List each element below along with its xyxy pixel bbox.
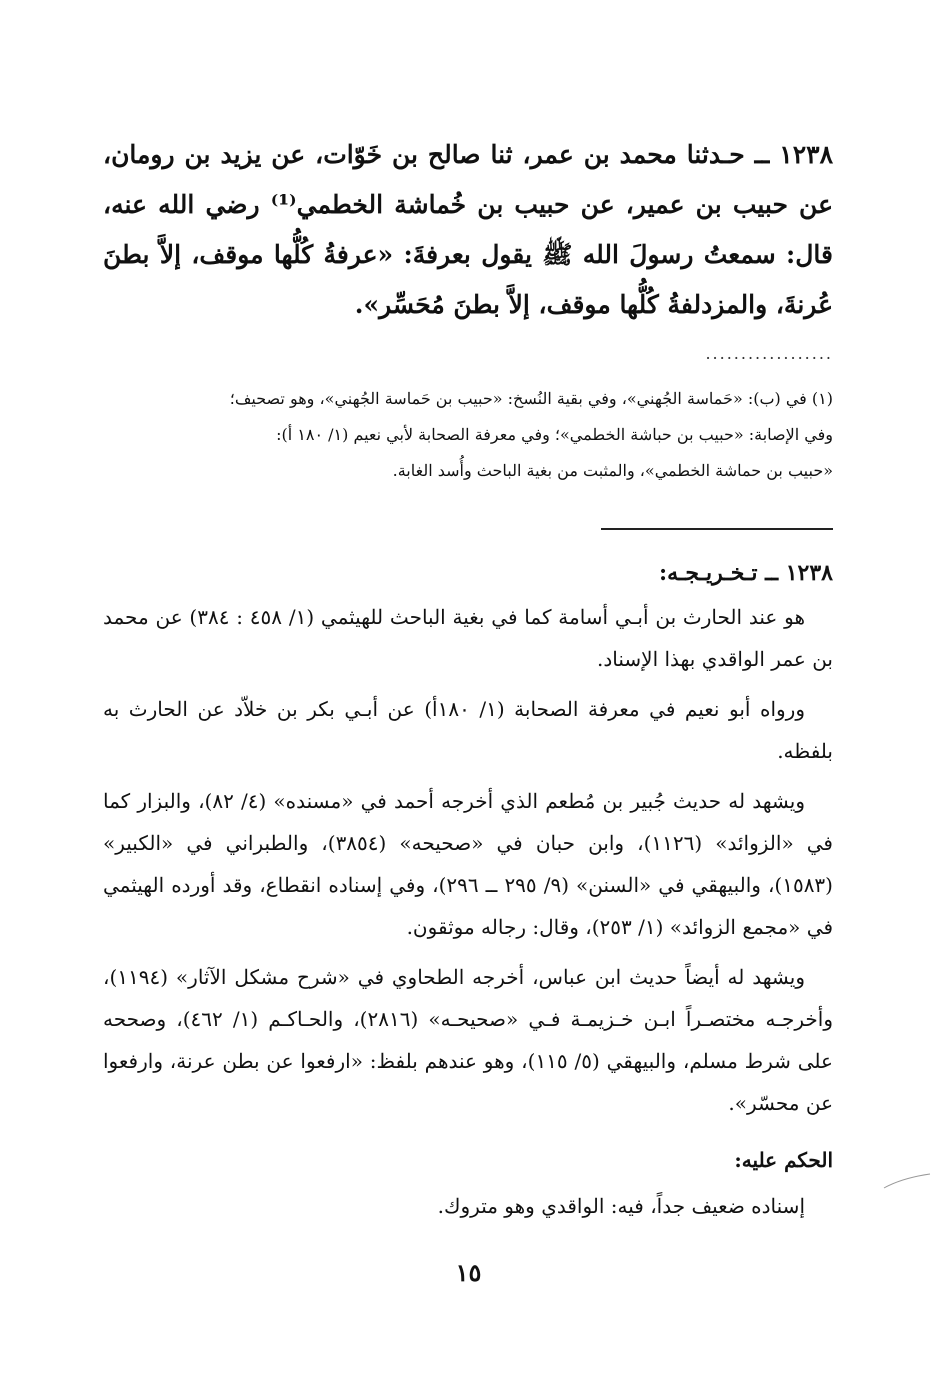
takhrij-paragraph: ويشهد له أيضاً حديث ابن عباس، أخرجه الطحاوي في «شرح مشكل الآثار» (١١٩٤)، وأخرجـه مختصـراً ابـن خـزيمـة فـي «صحيحـه» (٢٨١٦)، والحـاكـم (١/ ٤٦٢)، وصححه على شرط مسلم، والبيهقي (٥/ ١١٥)، وهو عندهم بلفظ: «ارفعوا عن بطن عرنة، وارفعوا عن محسّر». xyxy=(103,965,834,1115)
takhrij-paragraph: هو عند الحارث بن أبـي أسامة كما في بغية الباحث للهيثمي (١/ ٤٥٨ : ٣٨٤) عن محمد بن عمر الواقدي بهذا الإسناد. xyxy=(103,605,833,671)
hukm-heading: الحكم عليه: xyxy=(734,1148,833,1172)
takhrij-heading: ١٢٣٨ ــ تـخـريـجـه: xyxy=(659,560,833,586)
takhrij-paragraph: ورواه أبو نعيم في معرفة الصحابة (١/ ١٨٠أ) عن أبـي بكر بن خلاّد عن الحارث به بلفظه. xyxy=(103,697,833,763)
footnote-dotted-separator: .................. xyxy=(705,344,833,362)
takhrij-section xyxy=(103,596,833,1132)
page-number: ١٥ xyxy=(455,1258,482,1287)
footnote-line: وفي الإصابة: «حبيب بن حباشة الخطمي»؛ وفي معرفة الصحابة لأبي نعيم (١/ ١٨٠ أ): xyxy=(276,425,833,444)
hadith-text xyxy=(103,130,833,330)
hadith-paragraph: ١٢٣٨ ــ حـدثنا محمد بن عمر، ثنا صالح بن خَوّات، عن يزيد بن رومان، عن حبيب بن عمير، عن حبيب بن خُماشة الخطمي⁽¹⁾ رضي الله عنه، قال: سمعتُ رسولَ الله ﷺ يقول بعرفةَ: «عرفةُ كُلُّها موقف، إلاَّ بطنَ عُرنةَ، والمزدلفةُ كُلُّها موقف، إلاَّ بطنَ مُحَسِّر». xyxy=(103,140,834,319)
section-divider xyxy=(601,528,833,530)
hukm-text: إسناده ضعيف جداً، فيه: الواقدي وهو متروك. xyxy=(437,1194,805,1218)
footnote-line: «حبيب بن حماشة الخطمي»، والمثبت من بغية الباحث وأُسد الغابة. xyxy=(392,461,833,480)
scan-edge-mark xyxy=(882,1172,932,1192)
takhrij-paragraph: ويشهد له حديث جُبير بن مُطعم الذي أخرجه أحمد في «مسنده» (٤/ ٨٢)، والبزار كما في «الزوائد» (١١٢٦)، وابن حبان في «صحيحه» (٣٨٥٤)، والطبراني في «الكبير» (١٥٨٣)، والبيهقي في «السنن» (٩/ ٢٩٥ ــ ٢٩٦)، وفي إسناده انقطاع، وقد أورده الهيثمي في «مجمع الزوائد» (١/ ٢٥٣)، وقال: رجاله موثقون. xyxy=(103,789,833,939)
footnotes xyxy=(107,381,833,489)
footnote-line: (١) في (ب): «حَماسة الجُهني»، وفي بقية النُسخ: «حبيب بن حَماسة الجُهني»، وهو تصحيف؛ xyxy=(229,389,833,408)
